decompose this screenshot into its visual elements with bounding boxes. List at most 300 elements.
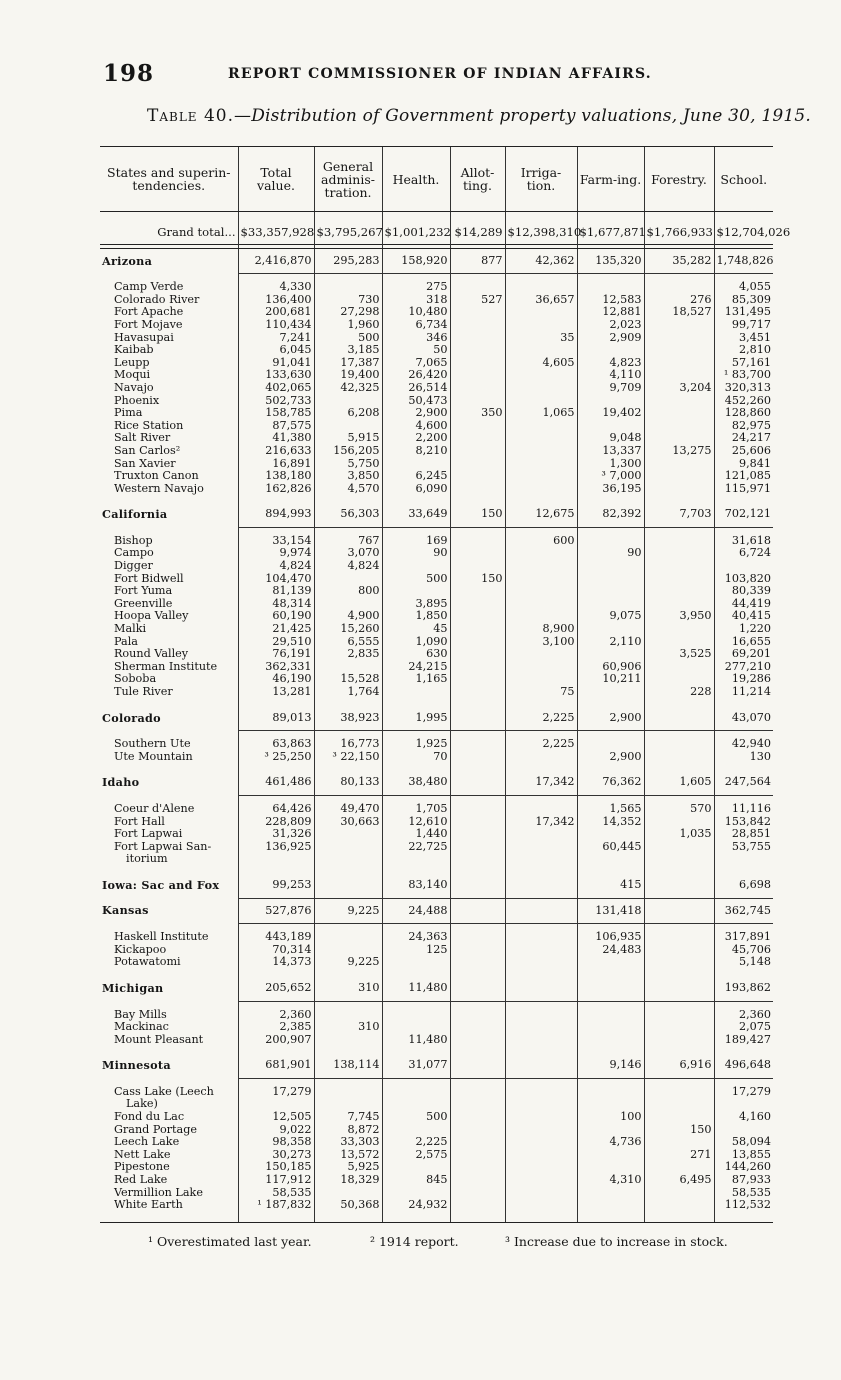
col-header-general-administration: General adminis-tration.: [314, 147, 382, 212]
agency-row: [100, 281, 773, 294]
table-cell: 45,706: [714, 944, 773, 957]
table-cell: [577, 648, 644, 661]
table-cell: [644, 956, 714, 969]
table-cell: 75: [505, 686, 577, 699]
table-cell: 24,217: [714, 432, 773, 445]
row-label: Fort Bidwell: [114, 571, 184, 585]
table-cell: [505, 547, 577, 560]
table-cell: 1,090: [382, 636, 450, 649]
table-cell: 4,736: [577, 1136, 644, 1149]
table-cell: [505, 306, 577, 319]
table-cell: 26,514: [382, 382, 450, 395]
table-cell: [450, 803, 505, 816]
row-label: Malki: [114, 622, 147, 636]
state-row: [100, 873, 773, 898]
table-cell: 6,045: [238, 344, 314, 357]
table-cell: [577, 956, 644, 969]
row-label: Digger: [114, 559, 153, 573]
agency-row: [100, 673, 773, 686]
table-cell: $12,704,026: [714, 212, 773, 245]
table-cell: [450, 648, 505, 661]
table-cell: 200,681: [238, 306, 314, 319]
table-cell: [577, 344, 644, 357]
table-cell: [644, 976, 714, 1001]
agency-row: [100, 547, 773, 560]
table-cell: 24,363: [382, 931, 450, 944]
table-cell: 29,510: [238, 636, 314, 649]
table-cell: [450, 598, 505, 611]
table-cell: [505, 944, 577, 957]
footnote-1: ¹ Overestimated last year.: [148, 1234, 312, 1249]
table-cell: 6,734: [382, 319, 450, 332]
agency-row: [100, 1111, 773, 1124]
table-cell: 11,480: [382, 976, 450, 1001]
table-cell: [382, 1009, 450, 1022]
table-cell: 320,313: [714, 382, 773, 395]
table-cell: 50,473: [382, 395, 450, 408]
table-cell: 82,392: [577, 502, 644, 527]
table-cell: 9,974: [238, 547, 314, 560]
table-cell: [505, 828, 577, 841]
table-cell: [505, 470, 577, 483]
table-cell: [505, 420, 577, 433]
table-cell: [505, 382, 577, 395]
table-cell: [505, 841, 577, 866]
table-cell: [577, 585, 644, 598]
table-cell: 131,418: [577, 898, 644, 924]
table-cell: [450, 686, 505, 699]
row-label: Fort Apache: [114, 305, 184, 319]
table-cell: 82,975: [714, 420, 773, 433]
row-label: Fort Hall: [114, 814, 165, 828]
table-cell: [450, 585, 505, 598]
table-cell: 33,649: [382, 502, 450, 527]
table-cell: [450, 1174, 505, 1187]
col-header-forestry: Forestry.: [644, 147, 714, 212]
table-cell: 6,555: [314, 636, 382, 649]
table-cell: 21,425: [238, 623, 314, 636]
table-cell: [382, 686, 450, 699]
agency-row: [100, 573, 773, 586]
table-cell: 44,419: [714, 598, 773, 611]
running-head: REPORT COMMISSIONER OF INDIAN AFFAIRS.: [228, 66, 652, 82]
table-cell: 2,900: [382, 407, 450, 420]
group-gap: [100, 1001, 773, 1009]
table-cell: 362,745: [714, 898, 773, 924]
table-cell: 9,048: [577, 432, 644, 445]
table-cell: 115,971: [714, 483, 773, 496]
row-label: Truxton Canon: [114, 469, 199, 483]
table-cell: [644, 898, 714, 924]
table-cell: 14,352: [577, 816, 644, 829]
table-cell: 4,055: [714, 281, 773, 294]
table-cell: [450, 828, 505, 841]
page-number: 198: [103, 60, 155, 87]
row-label: Fort Yuma: [114, 584, 173, 598]
table-cell: [450, 344, 505, 357]
table-cell: [450, 1161, 505, 1174]
state-row: [100, 898, 773, 924]
table-cell: 19,400: [314, 369, 382, 382]
table-cell: 2,900: [577, 706, 644, 731]
table-cell: 527,876: [238, 898, 314, 924]
agency-row: [100, 1086, 773, 1111]
table-cell: 1,925: [382, 738, 450, 751]
table-cell: [644, 407, 714, 420]
table-cell: 144,260: [714, 1161, 773, 1174]
table-cell: 36,195: [577, 483, 644, 496]
table-cell: 317,891: [714, 931, 773, 944]
table-cell: 228: [644, 686, 714, 699]
group-gap: [100, 495, 773, 502]
table-cell: 4,900: [314, 610, 382, 623]
table-cell: [644, 661, 714, 674]
table-cell: [505, 1199, 577, 1212]
table-cell: [577, 1187, 644, 1200]
table-cell: 4,310: [577, 1174, 644, 1187]
table-cell: 443,189: [238, 931, 314, 944]
table-cell: 5,915: [314, 432, 382, 445]
table-cell: [314, 828, 382, 841]
table-cell: 43,070: [714, 706, 773, 731]
table-cell: 1,705: [382, 803, 450, 816]
table-cell: [644, 332, 714, 345]
row-label: Kickapoo: [114, 942, 167, 956]
col-header-total: Total value.: [238, 147, 314, 212]
table-cell: 1,605: [644, 770, 714, 795]
table-cell: 25,606: [714, 445, 773, 458]
table-cell: [450, 1187, 505, 1200]
table-cell: [505, 898, 577, 924]
row-label: Southern Ute: [114, 737, 191, 751]
table-cell: 3,850: [314, 470, 382, 483]
table-cell: 36,657: [505, 294, 577, 307]
table-cell: 58,094: [714, 1136, 773, 1149]
table-cell: 6,090: [382, 483, 450, 496]
table-cell: [450, 1111, 505, 1124]
table-cell: [644, 585, 714, 598]
table-cell: [505, 648, 577, 661]
table-cell: 7,065: [382, 357, 450, 370]
valuation-table: [100, 146, 791, 1223]
row-label: Soboba: [114, 672, 157, 686]
row-label: Iowa: Sac and Fox: [102, 877, 220, 892]
table-cell: 702,121: [714, 502, 773, 527]
table-cell: [382, 1021, 450, 1034]
table-cell: 2,200: [382, 432, 450, 445]
table-cell: 681,901: [238, 1053, 314, 1078]
table-cell: [644, 281, 714, 294]
table-cell: 13,572: [314, 1149, 382, 1162]
table-cell: 28,851: [714, 828, 773, 841]
table-cell: 1,748,826: [714, 248, 773, 274]
table-cell: 2,225: [505, 738, 577, 751]
row-label: San Carlos²: [114, 443, 181, 457]
table-cell: [505, 573, 577, 586]
table-cell: 9,709: [577, 382, 644, 395]
table-cell: 1,165: [382, 673, 450, 686]
table-cell: 1,065: [505, 407, 577, 420]
table-cell: 110,434: [238, 319, 314, 332]
table-cell: 2,909: [577, 332, 644, 345]
table-cell: [505, 1111, 577, 1124]
table-cell: 1,035: [644, 828, 714, 841]
table-cell: 76,191: [238, 648, 314, 661]
table-cell: 17,342: [505, 770, 577, 795]
row-label: Red Lake: [114, 1173, 168, 1187]
table-cell: [577, 1021, 644, 1034]
table-cell: 133,630: [238, 369, 314, 382]
group-gap: [100, 1046, 773, 1053]
table-cell: 10,480: [382, 306, 450, 319]
col-header-school: School.: [714, 147, 773, 212]
table-cell: [450, 956, 505, 969]
row-label: Kaibab: [114, 343, 154, 357]
row-label: Coeur d'Alene: [114, 801, 195, 815]
table-cell: [505, 1034, 577, 1047]
table-cell: 4,110: [577, 369, 644, 382]
table-cell: [382, 560, 450, 573]
col-header-farming: Farm-ing.: [577, 147, 644, 212]
table-cell: 150: [644, 1124, 714, 1137]
table-cell: 5,750: [314, 458, 382, 471]
table-cell: [644, 1136, 714, 1149]
table-cell: [450, 931, 505, 944]
table-cell: [577, 828, 644, 841]
table-cell: 22,725: [382, 841, 450, 866]
table-cell: 193,862: [714, 976, 773, 1001]
table-cell: 42,940: [714, 738, 773, 751]
table-cell: 205,652: [238, 976, 314, 1001]
table-cell: 600: [505, 535, 577, 548]
table-cell: 9,075: [577, 610, 644, 623]
table-cell: 189,427: [714, 1034, 773, 1047]
table-cell: 24,488: [382, 898, 450, 924]
table-cell: [644, 1111, 714, 1124]
table-cell: [505, 1187, 577, 1200]
table-cell: 502,733: [238, 395, 314, 408]
table-cell: 104,470: [238, 573, 314, 586]
table-cell: [450, 357, 505, 370]
table-cell: [644, 1034, 714, 1047]
table-cell: 14,373: [238, 956, 314, 969]
row-label: Phoenix: [114, 393, 160, 407]
table-cell: 16,773: [314, 738, 382, 751]
table-cell: [577, 1149, 644, 1162]
table-cell: 527: [450, 294, 505, 307]
table-cell: [505, 661, 577, 674]
table-cell: [505, 1021, 577, 1034]
table-cell: [314, 931, 382, 944]
row-label: Navajo: [114, 380, 154, 394]
table-cell: 8,900: [505, 623, 577, 636]
table-cell: 153,842: [714, 816, 773, 829]
table-cell: 50: [382, 344, 450, 357]
table-cell: [505, 873, 577, 898]
table-cell: [450, 1021, 505, 1034]
table-cell: 19,286: [714, 673, 773, 686]
table-cell: [644, 470, 714, 483]
table-cell: [450, 420, 505, 433]
row-label: Camp Verde: [114, 280, 184, 294]
table-cell: [505, 432, 577, 445]
table-cell: [382, 956, 450, 969]
table-cell: 11,214: [714, 686, 773, 699]
row-label: Rice Station: [114, 418, 184, 432]
table-cell: 3,204: [644, 382, 714, 395]
table-cell: 461,486: [238, 770, 314, 795]
table-cell: [505, 445, 577, 458]
table-cell: 4,160: [714, 1111, 773, 1124]
table-cell: 3,070: [314, 547, 382, 560]
agency-row: [100, 956, 773, 969]
table-cell: 24,215: [382, 661, 450, 674]
row-label: Fort Lapwai: [114, 827, 183, 841]
col-header-health: Health.: [382, 147, 450, 212]
table-cell: 40,415: [714, 610, 773, 623]
row-label: Potawatomi: [114, 955, 181, 969]
table-cell: [505, 956, 577, 969]
table-cell: 56,303: [314, 502, 382, 527]
table-cell: 30,663: [314, 816, 382, 829]
table-cell: 100: [577, 1111, 644, 1124]
table-cell: 117,912: [238, 1174, 314, 1187]
table-cell: 310: [314, 976, 382, 1001]
table-cell: 452,260: [714, 395, 773, 408]
table-cell: [450, 976, 505, 1001]
table-cell: 3,451: [714, 332, 773, 345]
table-cell: [644, 547, 714, 560]
table-cell: [644, 535, 714, 548]
row-label: Idaho: [102, 775, 140, 790]
table-cell: 2,810: [714, 344, 773, 357]
table-cell: 58,535: [238, 1187, 314, 1200]
state-row: [100, 706, 773, 731]
table-cell: 275: [382, 281, 450, 294]
table-cell: 2,225: [382, 1136, 450, 1149]
table-cell: 496,648: [714, 1053, 773, 1078]
table-cell: 99,253: [238, 873, 314, 898]
table-cell: 295,283: [314, 248, 382, 274]
table-cell: [505, 344, 577, 357]
table-end-rule: [100, 1219, 773, 1223]
agency-row: [100, 686, 773, 699]
table-cell: [505, 585, 577, 598]
table-cell: [450, 1053, 505, 1078]
table-cell: 57,161: [714, 357, 773, 370]
table-cell: 5,148: [714, 956, 773, 969]
table-cell: 31,077: [382, 1053, 450, 1078]
table-cell: [505, 598, 577, 611]
table-cell: [505, 458, 577, 471]
table-cell: 11,480: [382, 1034, 450, 1047]
table-cell: [505, 1161, 577, 1174]
group-gap: [100, 969, 773, 976]
row-label: Mount Pleasant: [114, 1032, 204, 1046]
table-cell: [577, 573, 644, 586]
table-cell: [644, 873, 714, 898]
table-cell: 17,387: [314, 357, 382, 370]
row-label: Grand Portage: [114, 1122, 197, 1136]
table-cell: [505, 931, 577, 944]
table-cell: [314, 281, 382, 294]
table-cell: 53,755: [714, 841, 773, 866]
row-label: Ute Mountain: [114, 749, 193, 763]
row-label: San Xavier: [114, 456, 176, 470]
table-cell: [450, 1009, 505, 1022]
row-label: Mackinac: [114, 1020, 169, 1034]
group-gap: [100, 763, 773, 770]
table-cell: [644, 751, 714, 764]
table-caption: —Distribution of Government property valuations, June 30, 1915.: [234, 106, 812, 126]
agency-row: [100, 623, 773, 636]
row-label: Salt River: [114, 431, 171, 445]
table-cell: [505, 1009, 577, 1022]
table-cell: [314, 841, 382, 866]
table-cell: 2,360: [714, 1009, 773, 1022]
table-cell: 7,241: [238, 332, 314, 345]
table-cell: ³ 22,150: [314, 751, 382, 764]
table-cell: 500: [382, 573, 450, 586]
table-cell: 7,745: [314, 1111, 382, 1124]
table-cell: 26,420: [382, 369, 450, 382]
table-cell: 318: [382, 294, 450, 307]
table-cell: [382, 585, 450, 598]
table-cell: 89,013: [238, 706, 314, 731]
state-row: [100, 976, 773, 1001]
table-cell: 200,907: [238, 1034, 314, 1047]
table-cell: 63,863: [238, 738, 314, 751]
agency-row: [100, 344, 773, 357]
table-cell: 1,995: [382, 706, 450, 731]
table-cell: [450, 610, 505, 623]
table-cell: [577, 738, 644, 751]
table-cell: 350: [450, 407, 505, 420]
table-cell: 91,041: [238, 357, 314, 370]
table-cell: [450, 673, 505, 686]
table-cell: 6,698: [714, 873, 773, 898]
table-cell: [450, 661, 505, 674]
table-cell: 9,225: [314, 898, 382, 924]
table-cell: 346: [382, 332, 450, 345]
table-cell: 4,823: [577, 357, 644, 370]
table-cell: [450, 770, 505, 795]
table-cell: 310: [314, 1021, 382, 1034]
table-cell: 2,900: [577, 751, 644, 764]
table-cell: 136,925: [238, 841, 314, 866]
row-label: Pipestone: [114, 1160, 170, 1174]
table-cell: 150: [450, 502, 505, 527]
table-cell: 13,275: [644, 445, 714, 458]
table-cell: [450, 458, 505, 471]
table-cell: 87,575: [238, 420, 314, 433]
table-cell: 24,932: [382, 1199, 450, 1212]
row-label: Western Navajo: [114, 481, 204, 495]
row-label: Fort Lapwai San-itorium: [114, 839, 212, 866]
table-cell: 150,185: [238, 1161, 314, 1174]
table-cell: [450, 623, 505, 636]
table-cell: [577, 281, 644, 294]
table-cell: 90: [577, 547, 644, 560]
table-cell: 50,368: [314, 1199, 382, 1212]
table-cell: 42,362: [505, 248, 577, 274]
row-label: Sherman Institute: [114, 659, 218, 673]
agency-row: [100, 560, 773, 573]
table-cell: 228,809: [238, 816, 314, 829]
grand-total-row: [100, 212, 773, 245]
table-cell: 64,426: [238, 803, 314, 816]
table-cell: [577, 1009, 644, 1022]
